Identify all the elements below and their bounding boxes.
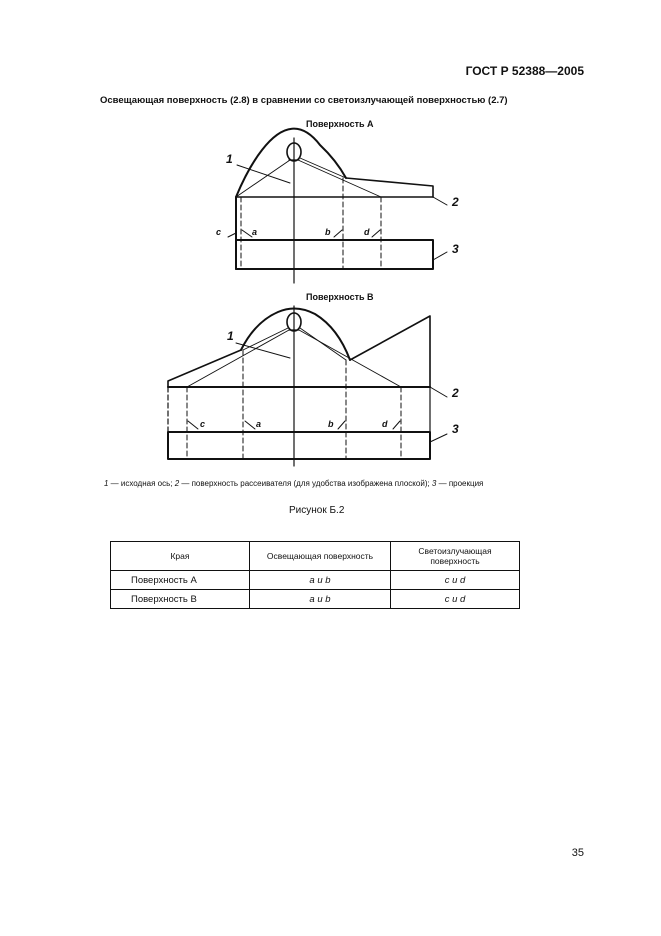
figure-caption-top: Освещающая поверхность (2.8) в сравнении со светоизлучающей поверхностью (2.7) (100, 95, 508, 106)
figure-b-label-1: 1 (227, 329, 234, 343)
figure-a-label-2: 2 (452, 195, 459, 209)
figure-b-label-d: d (382, 419, 388, 429)
table-header-cell: Края (111, 542, 250, 571)
figure-a-title: Поверхность А (306, 119, 374, 129)
figure-legend (104, 479, 544, 488)
figure-b-label-b: b (328, 419, 334, 429)
figure-a-projection (236, 240, 433, 269)
table-header-cell: Освещающая поверхность (250, 542, 391, 571)
table-header-cell: Светоизлучающая поверхность (391, 542, 520, 571)
table-cell: a и b (250, 571, 391, 590)
table-cell: c и d (391, 590, 520, 609)
figure-a-label-d: d (364, 227, 370, 237)
page-number: 35 (571, 847, 584, 859)
figure-a-label-b: b (325, 227, 331, 237)
figure-b-left-slope (168, 350, 241, 387)
figure-b-drawing (168, 306, 447, 466)
figure-b-projection (168, 432, 430, 459)
figure-b-arch (241, 308, 350, 360)
legend-num-2: 2 (174, 479, 180, 488)
legend-text-3: — проекция (436, 479, 484, 488)
legend-num-1: 1 (104, 479, 109, 488)
figure-b-label-c: c (200, 419, 206, 429)
figure-a-drawing (228, 129, 447, 283)
table-cell: a и b (250, 590, 391, 609)
edges-table (110, 541, 520, 609)
legend-num-3: 3 (431, 479, 437, 488)
document-code: ГОСТ Р 52388—2005 (465, 64, 584, 78)
table-header-row (111, 542, 520, 571)
figure-b-label-2: 2 (452, 386, 459, 400)
figure-a-arch (236, 129, 346, 197)
table-cell: Поверхность А (111, 571, 250, 590)
table-cell: Поверхность В (111, 590, 250, 609)
table-row (111, 571, 520, 590)
figure-b-label-3: 3 (452, 422, 459, 436)
figure-b-title: Поверхность В (306, 292, 374, 302)
table-row (111, 590, 520, 609)
figure-b-right-triangle (350, 316, 430, 387)
figure-a-label-1: 1 (226, 152, 233, 166)
legend-text-1: — исходная ось; (108, 479, 175, 488)
legend-text-2: — поверхность рассеивателя (для удобства изображена плоской); (179, 479, 432, 488)
figure-a-label-3: 3 (452, 242, 459, 256)
figure-name: Рисунок Б.2 (289, 505, 345, 516)
table-cell: c и d (391, 571, 520, 590)
figure-b-label-a: a (256, 419, 262, 429)
figure-a-label-c: c (216, 227, 222, 237)
figure-a-label-a: a (252, 227, 258, 237)
